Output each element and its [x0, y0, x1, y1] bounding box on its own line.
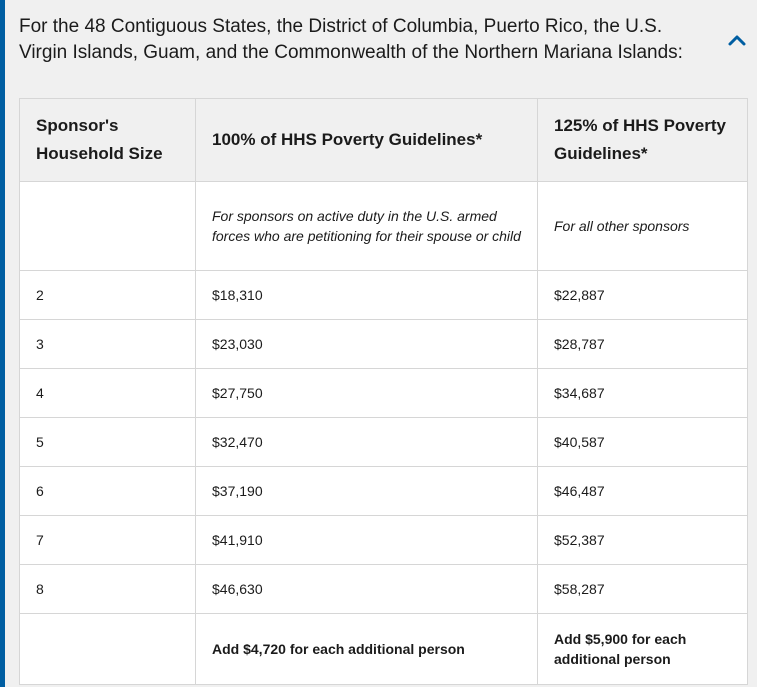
header-household-size: Sponsor's Household Size — [20, 99, 196, 182]
table-row — [20, 271, 748, 320]
table-cell: 2 — [20, 271, 196, 320]
table-cell: $37,190 — [196, 467, 538, 516]
table-cell: $58,287 — [538, 565, 748, 614]
table-cell: $40,587 — [538, 418, 748, 467]
table-cell — [20, 182, 196, 271]
poverty-guidelines-table — [19, 98, 748, 685]
table-cell: Add $4,720 for each additional person — [196, 614, 538, 685]
table-cell: $18,310 — [196, 271, 538, 320]
poverty-guidelines-accordion — [5, 0, 757, 687]
table-row — [20, 467, 748, 516]
table-cell: $46,487 — [538, 467, 748, 516]
chevron-up-icon — [727, 32, 747, 48]
table-cell: $34,687 — [538, 369, 748, 418]
table-note-row — [20, 182, 748, 271]
table-row — [20, 565, 748, 614]
header-100-percent: 100% of HHS Poverty Guidelines* — [196, 99, 538, 182]
table-additional-person-row — [20, 614, 748, 685]
table-cell: $28,787 — [538, 320, 748, 369]
table-cell: 4 — [20, 369, 196, 418]
table-cell: $27,750 — [196, 369, 538, 418]
table-cell: $46,630 — [196, 565, 538, 614]
poverty-guidelines-table-container — [19, 98, 747, 685]
table-row — [20, 418, 748, 467]
table-cell: $52,387 — [538, 516, 748, 565]
table-header-row — [20, 99, 748, 182]
accordion-toggle-button[interactable] — [727, 32, 747, 48]
table-row — [20, 320, 748, 369]
table-cell: 7 — [20, 516, 196, 565]
table-row — [20, 516, 748, 565]
header-125-percent: 125% of HHS Poverty Guidelines* — [538, 99, 748, 182]
table-cell: $32,470 — [196, 418, 538, 467]
table-cell: 5 — [20, 418, 196, 467]
table-cell: $23,030 — [196, 320, 538, 369]
table-cell — [20, 614, 196, 685]
table-cell: $41,910 — [196, 516, 538, 565]
table-cell: 8 — [20, 565, 196, 614]
table-cell: Add $5,900 for each additional person — [538, 614, 748, 685]
table-cell: For sponsors on active duty in the U.S. armed forces who are petitioning for their spouse or child — [196, 182, 538, 271]
table-cell: 3 — [20, 320, 196, 369]
accordion-heading: For the 48 Contiguous States, the District of Columbia, Puerto Rico, the U.S. Virgin Islands, Guam, and the Commonwealth of the Northern Mariana Islands: — [19, 16, 683, 63]
table-row — [20, 369, 748, 418]
table-cell: $22,887 — [538, 271, 748, 320]
table-cell: For all other sponsors — [538, 182, 748, 271]
table-cell: 6 — [20, 467, 196, 516]
